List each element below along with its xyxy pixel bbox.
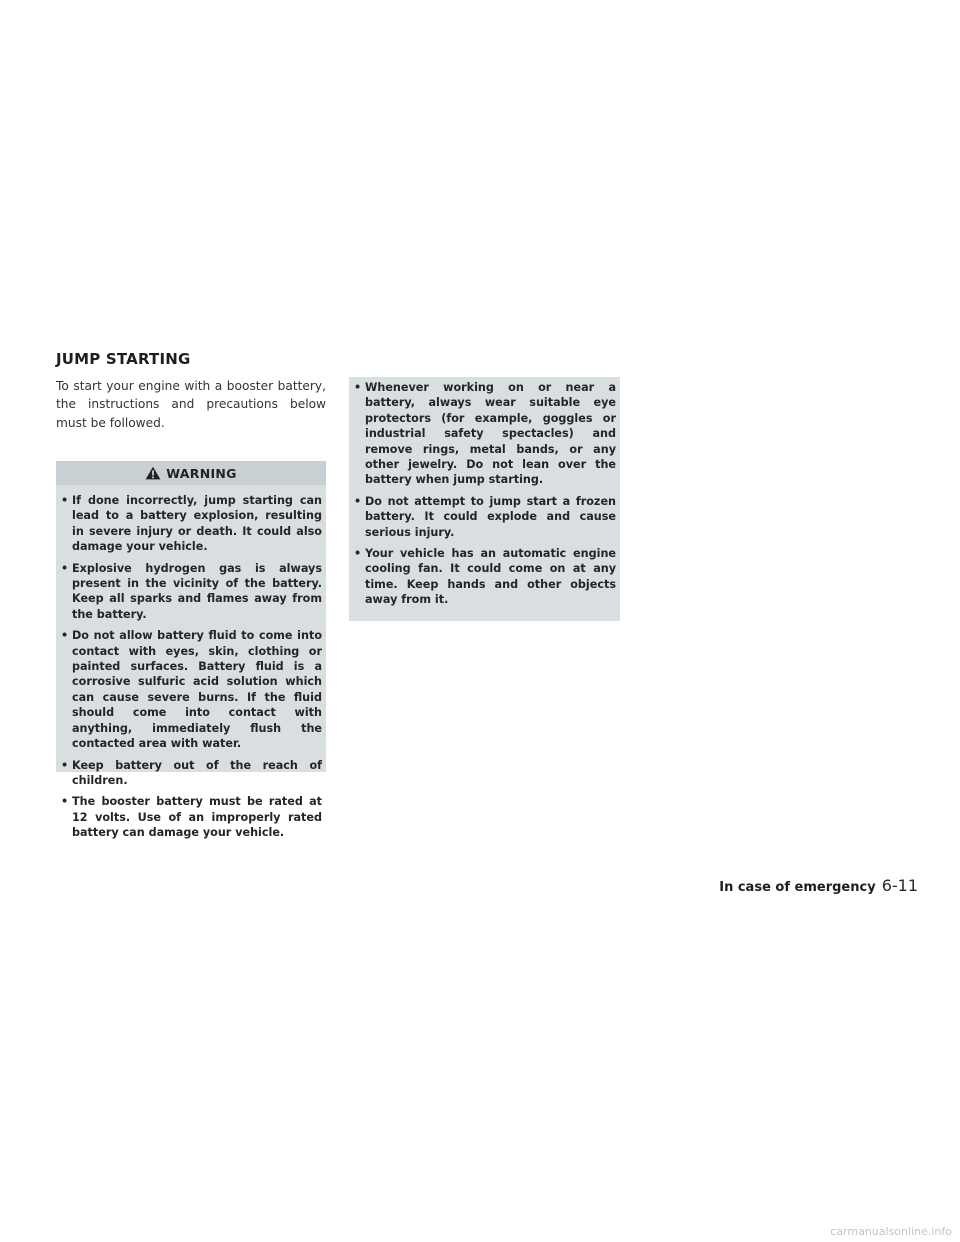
page-footer bbox=[719, 876, 918, 895]
bullet: • bbox=[61, 795, 69, 809]
warning-item-text: Keep battery out of the reach of children. bbox=[72, 758, 322, 787]
warning-header bbox=[56, 461, 326, 485]
warning-item bbox=[56, 794, 322, 840]
warning-triangle-icon bbox=[145, 466, 161, 480]
warning-box-continued bbox=[349, 377, 620, 621]
bullet: • bbox=[354, 494, 362, 508]
watermark: carmanualsonline.info bbox=[830, 1225, 952, 1238]
warning-item bbox=[56, 493, 322, 555]
warning-label: WARNING bbox=[166, 465, 237, 481]
bullet: • bbox=[61, 629, 69, 643]
warning-list-right bbox=[349, 377, 620, 608]
intro-paragraph: To start your engine with a booster battery, the instructions and precautions below must be followed. bbox=[56, 379, 326, 430]
warning-item-text: Do not allow battery fluid to come into contact with eyes, skin, clothing or painted surfaces. Battery fluid is a corrosive sulfuric acid solution which can cause severe burns. If the fluid should come into contact with anything, immediately flush the contacted area with water. bbox=[72, 629, 322, 751]
warning-item-text: Explosive hydrogen gas is always present in the vicinity of the battery. Keep all sparks and flames away from the battery. bbox=[72, 561, 322, 621]
warning-item bbox=[56, 628, 322, 751]
warning-list-left bbox=[56, 485, 326, 841]
warning-item bbox=[349, 494, 616, 540]
bullet: • bbox=[354, 381, 362, 394]
warning-box bbox=[56, 461, 326, 840]
section-title: JUMP STARTING bbox=[56, 350, 191, 368]
bullet: • bbox=[354, 547, 362, 561]
warning-item bbox=[56, 561, 322, 623]
warning-item-text: Do not attempt to jump start a frozen battery. It could explode and cause serious injury. bbox=[365, 494, 616, 539]
warning-item bbox=[349, 546, 616, 608]
warning-item bbox=[349, 380, 616, 488]
warning-item-text: Your vehicle has an automatic engine cooling fan. It could come on at any time. Keep hands and other objects away from it. bbox=[365, 547, 616, 607]
footer-section-name: In case of emergency bbox=[719, 880, 876, 895]
warning-item-text: Whenever working on or near a battery, always wear suitable eye protectors (for example, goggles or industrial safety spectacles) and remove rings, metal bands, or any other jewelry. Do not lean over the battery when jump starting. bbox=[365, 381, 616, 487]
warning-item bbox=[56, 758, 322, 789]
bullet: • bbox=[61, 494, 69, 507]
warning-item-text: If done incorrectly, jump starting can lead to a battery explosion, resulting in severe injury or death. It could also damage your vehicle. bbox=[72, 494, 322, 554]
bullet: • bbox=[61, 561, 69, 575]
bullet: • bbox=[61, 758, 69, 772]
warning-item-text: The booster battery must be rated at 12 volts. Use of an improperly rated battery can damage your vehicle. bbox=[72, 795, 322, 840]
footer-page-number: 6-11 bbox=[881, 876, 918, 895]
